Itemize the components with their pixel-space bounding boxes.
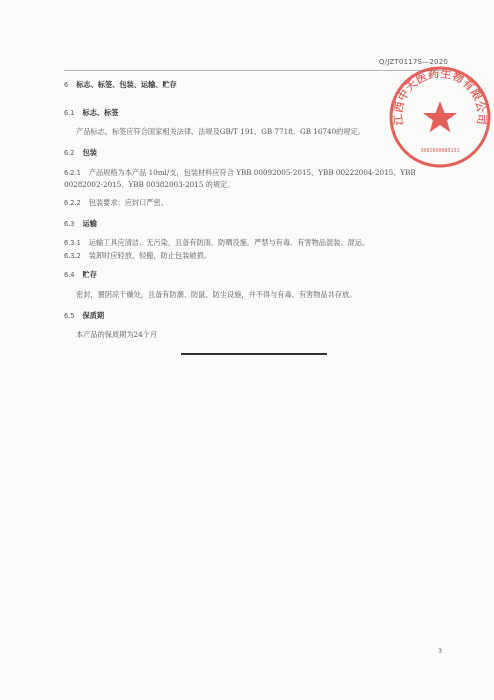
section-number: 6 (64, 81, 69, 89)
section-6-heading (64, 80, 177, 90)
company-seal (385, 62, 494, 172)
seal-number: 3601000085131 (420, 148, 460, 154)
page-number: 3 (438, 648, 442, 655)
section-6-4-text: 密封，置阴凉干燥处，且备有防潮、防鼠、防尘设施，并不得与有毒、有害物品共存放。 (76, 290, 357, 299)
section-title: 贮存 (82, 270, 97, 279)
section-6-1-text: 产品标志、标签应符合国家相关法律、法规及GB/T 191、GB 7718、GB 16740的规定。 (76, 127, 365, 136)
section-6-3-1-text: 6.3.1 运输工具应清洁、无污染，且备有防雨、防晒设施，严禁与有毒、有害物品混装、混运。 (64, 238, 370, 247)
section-number: 6.4 (64, 271, 75, 279)
section-6-2-heading (64, 148, 97, 158)
section-6-2-2-text: 6.2.2 包装要求：应封口严密。 (64, 198, 168, 207)
section-number: 6.5 (64, 312, 75, 320)
section-number: 6.2 (64, 149, 75, 157)
section-6-1-heading (64, 108, 118, 118)
section-title: 运输 (82, 219, 97, 228)
section-6-2-1-continued: 00282002-2015、YBB 00382003-2015 的规定。 (64, 180, 235, 189)
section-6-2-1-text: 6.2.1 产品规格为本产品 10ml/支，包装材料应符合 YBB 00092005-2015、YBB 00222004-2015、YBB (64, 168, 416, 177)
section-6-4-heading (64, 270, 97, 280)
section-title: 标志、标签 (82, 108, 119, 117)
section-6-5-heading (64, 311, 104, 321)
section-6-3-heading (64, 219, 97, 229)
document-number: Q/JZT0117S—2020 (378, 58, 448, 66)
section-number: 6.1 (64, 109, 75, 117)
section-title: 标志、标签、包装、运输、贮存 (76, 80, 177, 89)
seal-star (423, 101, 457, 133)
section-title: 包装 (82, 148, 97, 157)
section-number: 6.3 (64, 220, 75, 228)
section-6-5-text: 本产品的保质期为24个月 (76, 330, 158, 339)
end-divider (181, 353, 327, 355)
section-title: 保质期 (82, 311, 105, 320)
section-6-3-2-text: 6.3.2 装卸时应轻放、轻搬，防止包装破损。 (64, 251, 211, 260)
seal-text: 江西中天医药生物有限公司 (391, 67, 489, 126)
